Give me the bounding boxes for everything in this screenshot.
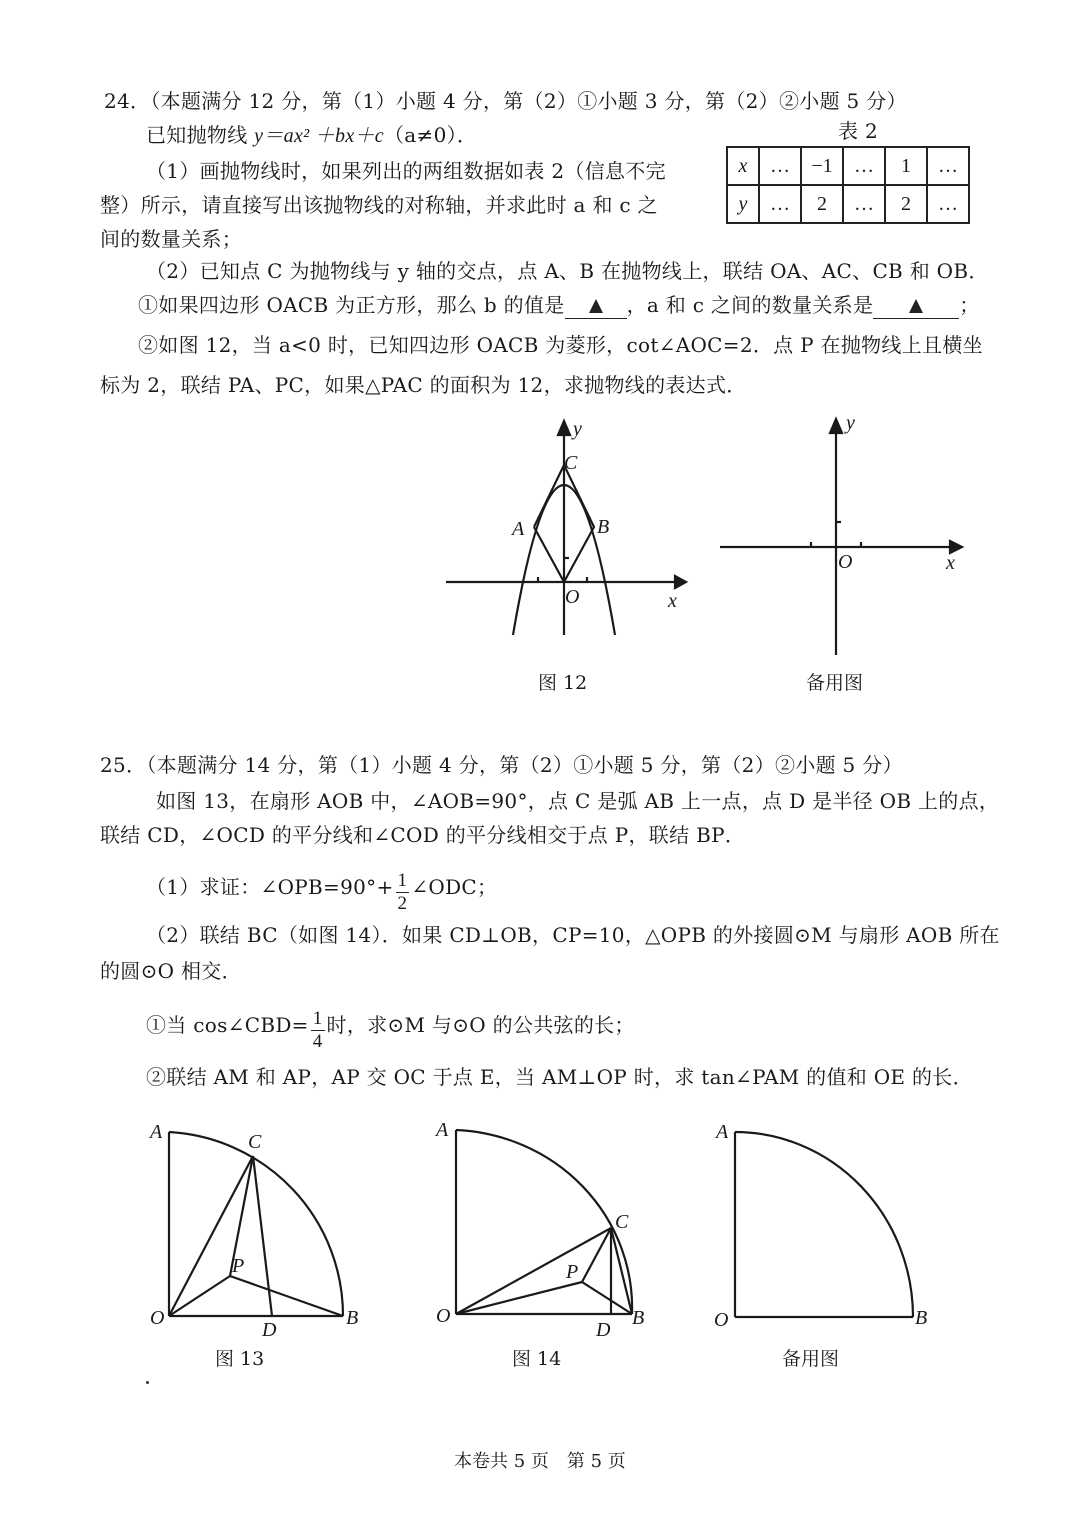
- q24-header: 24．（本题满分 12 分，第（1）小题 4 分，第（2）①小题 3 分，第（2）②小题 5 分）: [104, 89, 907, 113]
- q24-part2-sub1: [138, 292, 980, 319]
- label-A: A: [716, 1121, 729, 1143]
- segment-PB: [230, 1276, 343, 1316]
- fig13-caption: 图 13: [215, 1348, 265, 1370]
- fig-spare-q24-caption: 备用图: [806, 672, 864, 694]
- q25-part1-prefix: （1）求证：∠OPB=90°+: [146, 875, 394, 899]
- figure-14: [420, 1110, 660, 1340]
- label-x: x: [946, 552, 955, 574]
- table-cell: −1: [801, 147, 843, 185]
- stray-mark: [146, 1381, 149, 1384]
- q25-sub1: [146, 1004, 635, 1052]
- label-B: B: [597, 516, 610, 538]
- fraction-half: [396, 870, 410, 915]
- frac-num: 1: [312, 1008, 323, 1029]
- q25-part1: [146, 866, 498, 914]
- table-cell: …: [759, 185, 801, 223]
- arc-AB: [735, 1132, 913, 1317]
- y-axis-arrow-icon: [558, 421, 570, 435]
- label-P: P: [566, 1261, 579, 1283]
- table-cell: …: [759, 147, 801, 185]
- q25-header: 25．（本题满分 14 分，第（1）小题 4 分，第（2）①小题 5 分，第（2）②小题 5 分）: [100, 753, 903, 777]
- label-O: O: [565, 586, 580, 608]
- q25-sub1-suffix: 时，求⊙M 与⊙O 的公共弦的长；: [326, 1013, 635, 1037]
- table-cell: …: [843, 185, 885, 223]
- label-C: C: [248, 1131, 262, 1153]
- x-axis-arrow-icon: [675, 576, 686, 588]
- label-A: A: [150, 1121, 163, 1143]
- label-y: y: [573, 418, 582, 440]
- label-C: C: [615, 1211, 629, 1233]
- label-x: x: [668, 590, 677, 612]
- table-row-y: [727, 185, 969, 223]
- segment-OP: [456, 1282, 582, 1314]
- q24-part2-sub2-line1: ②如图 12，当 a<0 时，已知四边形 OACB 为菱形，cot∠AOC=2．点 P 在抛物线上且横坐: [138, 333, 983, 357]
- label-O: O: [838, 551, 853, 573]
- table-cell: 2: [801, 185, 843, 223]
- table-cell: 1: [885, 147, 927, 185]
- label-B: B: [346, 1307, 359, 1329]
- label-D: D: [262, 1319, 277, 1341]
- q24-sub1-text-b: ，a 和 c 之间的数量关系是: [626, 293, 874, 317]
- label-y: y: [846, 412, 855, 434]
- label-D: D: [596, 1319, 611, 1341]
- table-cell: 2: [885, 185, 927, 223]
- triangle-marker-icon: [589, 299, 603, 313]
- q24-sub1-text-a: ①如果四边形 OACB 为正方形，那么 b 的值是: [138, 293, 565, 317]
- arc-AB: [169, 1132, 343, 1316]
- q24-intro-prefix: 已知抛物线: [146, 123, 255, 147]
- fig-spare-q25-caption: 备用图: [782, 1348, 840, 1370]
- q24-part1-line2: 整）所示，请直接写出该抛物线的对称轴，并求此时 a 和 c 之: [100, 193, 658, 217]
- page-footer: 本卷共 5 页 第 5 页: [454, 1451, 626, 1472]
- fraction-quarter: [311, 1008, 325, 1053]
- table-cell: x: [727, 147, 759, 185]
- table-cell: y: [727, 185, 759, 223]
- answer-blank-b[interactable]: [565, 292, 627, 319]
- fig12-caption: 图 12: [538, 672, 588, 694]
- fig14-caption: 图 14: [512, 1348, 562, 1370]
- table-cell: …: [927, 185, 969, 223]
- q24-part2-sub2-line2: 标为 2，联结 PA、PC，如果△PAC 的面积为 12，求抛物线的表达式．: [100, 373, 747, 397]
- label-P: P: [232, 1255, 245, 1277]
- q25-sub1-prefix: ①当 cos∠CBD=: [146, 1013, 309, 1037]
- label-O: O: [150, 1307, 165, 1329]
- label-A: A: [512, 518, 525, 540]
- q24-formula: y＝ax² ＋bx＋c: [254, 125, 384, 147]
- q24-part2-line1: （2）已知点 C 为抛物线与 y 轴的交点，点 A、B 在抛物线上，联结 OA、AC、CB 和 OB．: [146, 259, 989, 283]
- frac-den: 4: [312, 1031, 323, 1052]
- label-O: O: [436, 1305, 451, 1327]
- q24-part1-line3: 间的数量关系；: [100, 227, 243, 251]
- q25-sub2: ②联结 AM 和 AP，AP 交 OC 于点 E，当 AM⊥OP 时，求 tan∠PAM 的值和 OE 的长．: [146, 1065, 973, 1089]
- figure-12: [430, 405, 700, 665]
- segment-CD: [253, 1156, 272, 1316]
- label-B: B: [632, 1307, 645, 1329]
- frac-den: 2: [397, 893, 408, 914]
- y-axis-arrow-icon: [830, 419, 842, 433]
- segment-OP: [169, 1276, 230, 1316]
- q24-part1-line1: （1）画抛物线时，如果列出的两组数据如表 2（信息不完: [146, 159, 666, 183]
- label-B: B: [915, 1307, 928, 1329]
- table-cell: …: [927, 147, 969, 185]
- label-A: A: [436, 1119, 449, 1141]
- table-2: [726, 146, 970, 224]
- figure-spare-q24: [700, 405, 980, 665]
- table-row-x: [727, 147, 969, 185]
- frac-num: 1: [397, 870, 408, 891]
- q25-intro-line2: 联结 CD，∠OCD 的平分线和∠COD 的平分线相交于点 P，联结 BP．: [100, 823, 746, 847]
- table-cell: …: [843, 147, 885, 185]
- q25-part1-suffix: ∠ODC；: [411, 875, 498, 899]
- label-C: C: [564, 452, 578, 474]
- q24-sub1-end: ；: [959, 293, 980, 317]
- q25-intro-line1: 如图 13，在扇形 AOB 中，∠AOB=90°，点 C 是弧 AB 上一点，点 D 是半径 OB 上的点，: [156, 789, 1000, 813]
- q24-intro-suffix: （a≠0）．: [383, 123, 478, 147]
- label-O: O: [714, 1309, 729, 1331]
- figure-spare-q25: [700, 1110, 950, 1340]
- figure-13: [140, 1110, 370, 1340]
- arc-AB: [456, 1130, 632, 1314]
- triangle-marker-icon: [909, 299, 923, 313]
- q24-intro: [146, 122, 477, 149]
- answer-blank-ac[interactable]: [873, 292, 959, 319]
- q25-part2-line1: （2）联结 BC（如图 14）．如果 CD⊥OB，CP=10，△OPB 的外接圆⊙M 与扇形 AOB 所在: [146, 923, 1000, 947]
- q25-part2-line2: 的圆⊙O 相交．: [100, 959, 242, 983]
- table2-title: 表 2: [838, 119, 878, 143]
- segment-OC: [169, 1156, 253, 1316]
